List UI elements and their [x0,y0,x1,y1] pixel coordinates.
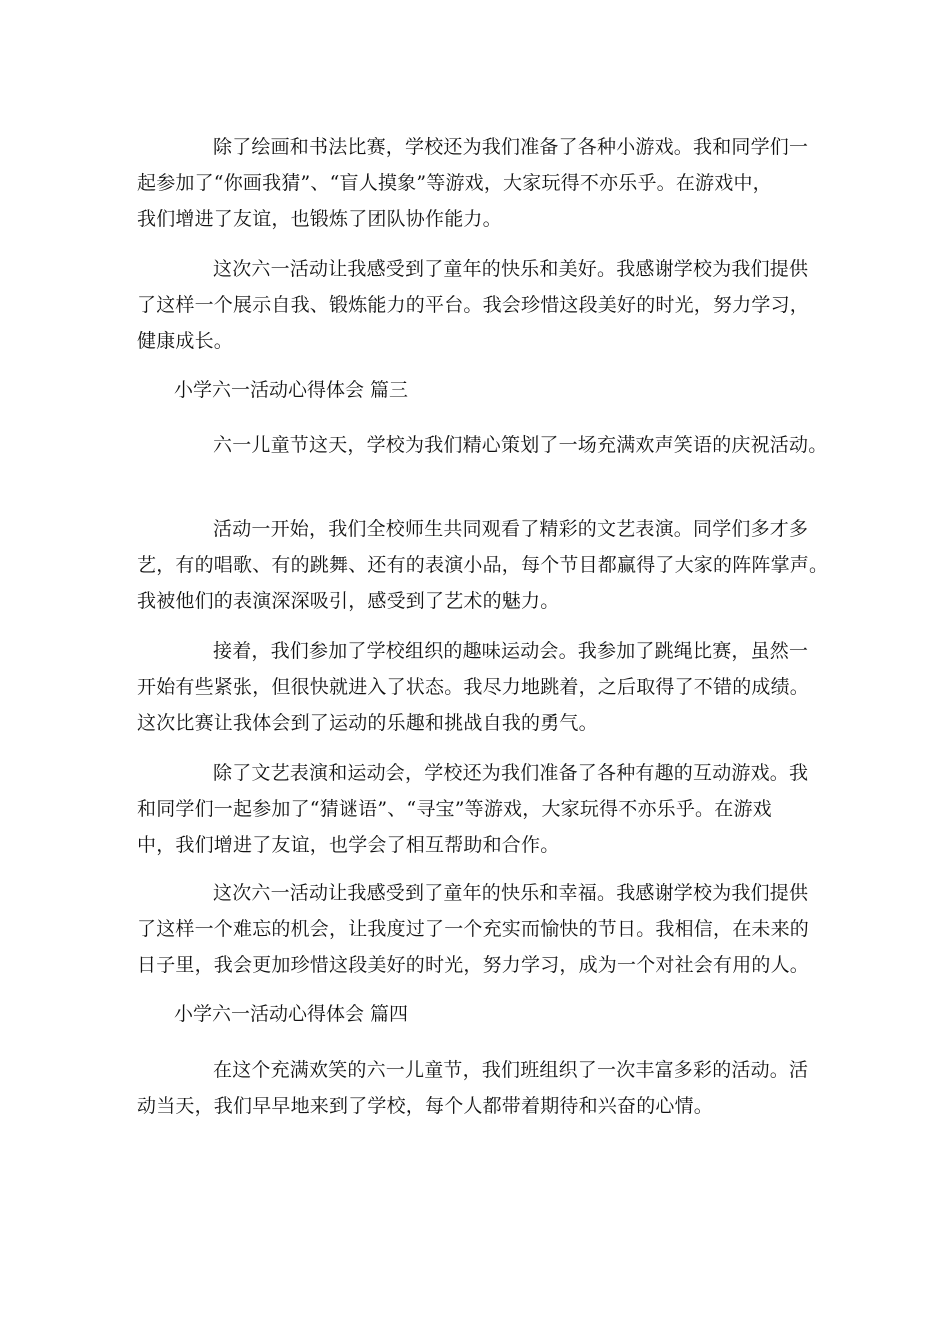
paragraph-line: 接着，我们参加了学校组织的趣味运动会。我参加了跳绳比赛，虽然一 [213,640,809,662]
paragraph-line: 了这样一个难忘的机会，让我度过了一个充实而愉快的节日。我相信，在未来的 [137,918,810,940]
paragraph-line: 我被他们的表演深深吸引，感受到了艺术的魅力。 [137,590,560,612]
paragraph-line: 健康成长。 [137,330,234,352]
paragraph-line: 在这个充满欢笑的六一儿童节，我们班组织了一次丰富多彩的活动。活 [213,1059,809,1081]
section-heading-3: 小学六一活动心得体会 篇三 [174,379,409,401]
paragraph-line: 六一儿童节这天，学校为我们精心策划了一场充满欢声笑语的庆祝活动。 [213,434,828,456]
section-heading-4: 小学六一活动心得体会 篇四 [174,1003,409,1025]
paragraph-6 [137,755,827,863]
paragraph-line: 艺，有的唱歌、有的跳舞、还有的表演小品，每个节目都赢得了大家的阵阵掌声。 [137,554,829,576]
paragraph-line: 这次六一活动让我感受到了童年的快乐和美好。我感谢学校为我们提供 [213,258,809,280]
paragraph-5 [137,633,827,741]
paragraph-line: 中，我们增进了友谊，也学会了相互帮助和合作。 [137,834,560,856]
paragraph-4 [137,511,827,619]
paragraph-line: 除了绘画和书法比赛，学校还为我们准备了各种小游戏。我和同学们一 [213,136,809,158]
paragraph-8 [137,1052,827,1124]
paragraph-2 [137,251,827,359]
paragraph-1 [137,129,827,237]
paragraph-line: 活动一开始，我们全校师生共同观看了精彩的文艺表演。同学们多才多 [213,518,809,540]
paragraph-line: 开始有些紧张，但很快就进入了状态。我尽力地跳着，之后取得了不错的成绩。 [137,676,810,698]
paragraph-3 [137,427,827,463]
paragraph-line: 起参加了“你画我猜”、“盲人摸象”等游戏，大家玩得不亦乐乎。在游戏中， [137,172,772,194]
paragraph-line: 日子里，我会更加珍惜这段美好的时光，努力学习，成为一个对社会有用的人。 [137,954,810,976]
paragraph-line: 除了文艺表演和运动会，学校还为我们准备了各种有趣的互动游戏。我 [213,762,809,784]
paragraph-7 [137,875,827,983]
paragraph-line: 和同学们一起参加了“猜谜语”、“寻宝”等游戏，大家玩得不亦乐乎。在游戏 [137,798,772,820]
paragraph-line: 这次六一活动让我感受到了童年的快乐和幸福。我感谢学校为我们提供 [213,882,809,904]
paragraph-line: 这次比赛让我体会到了运动的乐趣和挑战自我的勇气。 [137,712,598,734]
paragraph-line: 了这样一个展示自我、锻炼能力的平台。我会珍惜这段美好的时光，努力学习， [137,294,810,316]
paragraph-line: 我们增进了友谊，也锻炼了团队协作能力。 [137,208,502,230]
paragraph-line: 动当天，我们早早地来到了学校，每个人都带着期待和兴奋的心情。 [137,1095,714,1117]
